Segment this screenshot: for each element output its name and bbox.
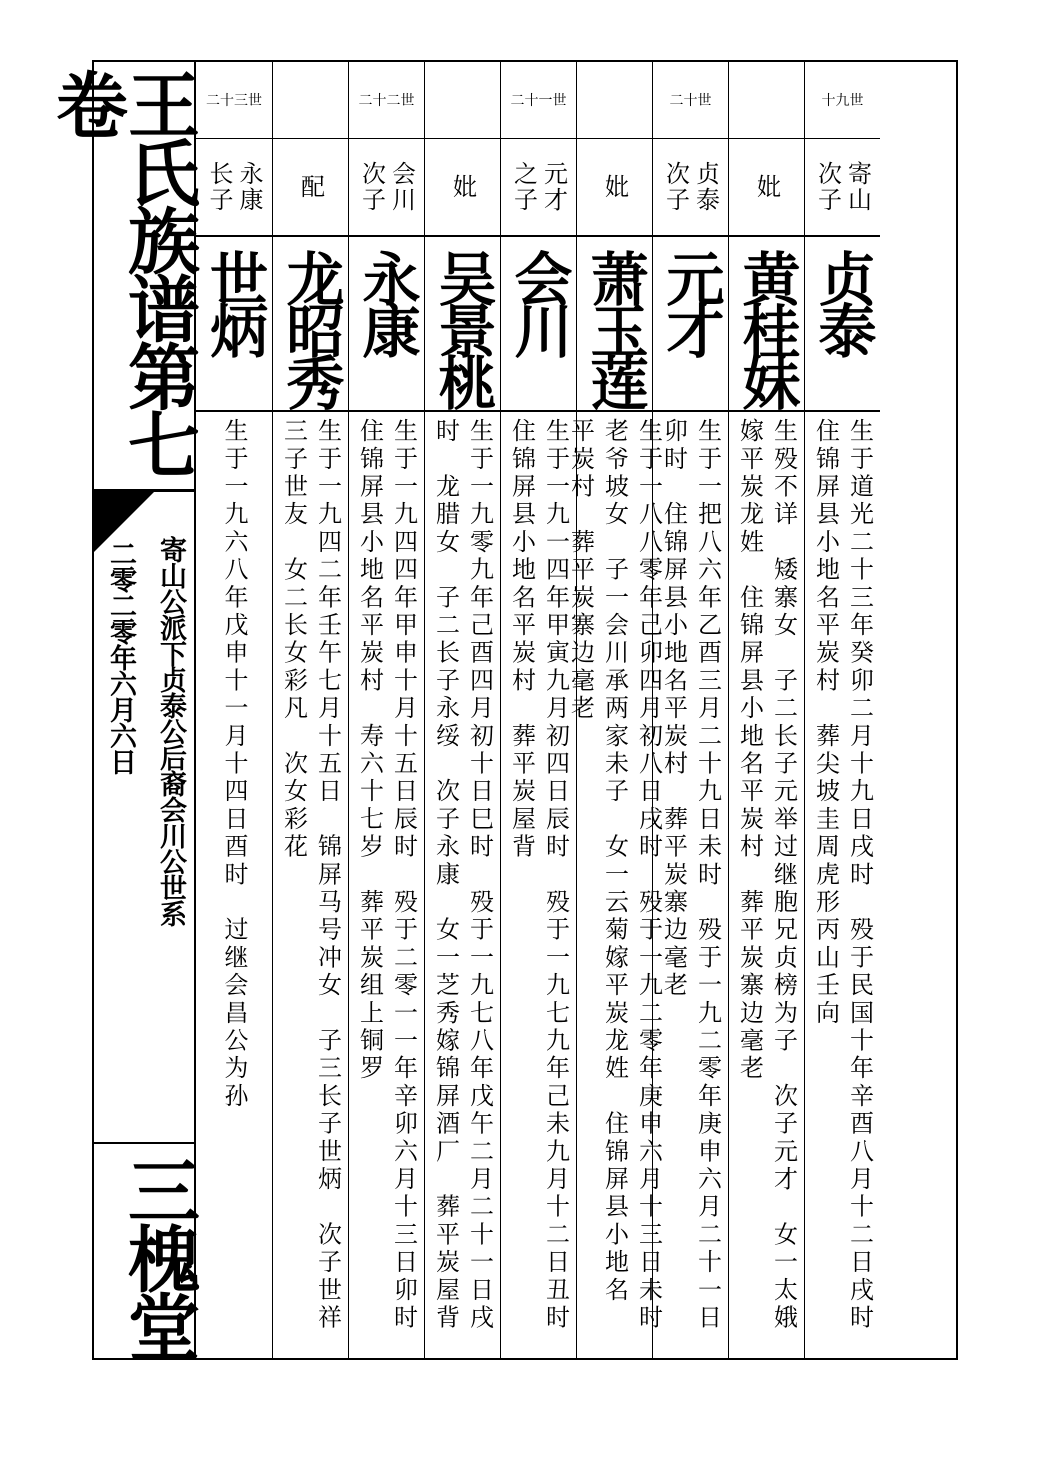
biography-line: 住锦屏县小地名平炭村 寿六十七岁 葬平炭组上铜罗	[355, 418, 384, 1083]
person-name-cell	[805, 237, 880, 412]
relation-line: 长子	[205, 161, 233, 213]
person-name: 黄桂妹	[732, 249, 801, 405]
generation-label: 十九世	[805, 62, 880, 139]
biography-line: 老爷坡女 子一会川承两家未子 女一云菊嫁平炭龙姓 住锦屏县小地名	[600, 418, 629, 1305]
relation-label	[653, 139, 728, 237]
person-name: 会川	[504, 249, 573, 353]
biography	[425, 412, 500, 1360]
person-name: 世炳	[200, 249, 268, 353]
person-column	[500, 62, 576, 1360]
lineage-subtitle: 寄山公派下贞泰公后裔会川公世系	[155, 536, 186, 926]
generation-label: 二十三世	[196, 62, 272, 139]
biography-line: 住锦屏县小地名平炭村 葬平炭屋背	[507, 418, 536, 862]
genealogy-page	[44, 60, 958, 1360]
relation-line: 贞泰	[691, 161, 720, 213]
biography	[566, 412, 663, 1360]
biography-line: 生于一八八零年己卯四月初八日戌时 殁于一九二零年庚申六月十三日未时	[634, 418, 663, 1333]
relation-label	[729, 139, 804, 237]
hall-divider	[94, 1142, 194, 1144]
relation-label	[349, 139, 424, 237]
biography-line: 生于一九四四年甲申十月十五日辰时 殁于二零一一年辛卯六月十三日卯时	[389, 418, 418, 1333]
person-name: 贞泰	[808, 249, 877, 353]
genealogy-grid	[196, 62, 956, 1360]
person-column	[196, 62, 272, 1360]
biography-line: 生于道光二十三年癸卯二月十九日戌时 殁于民国十年辛酉八月十二日戌时	[845, 418, 874, 1333]
relation-label	[577, 139, 652, 237]
biography-line: 生于一九四二年壬午七月十五日 锦屏马号冲女 子三长子世炳 次子世祥	[313, 418, 342, 1333]
book-title: 王氏族谱第七卷	[44, 68, 201, 476]
person-name: 吴景桃	[428, 249, 497, 405]
generation-label	[577, 62, 652, 139]
title-strip	[44, 62, 201, 1360]
person-column	[348, 62, 424, 1360]
relation-line: 会川	[387, 161, 416, 213]
person-name: 永康	[352, 249, 421, 353]
relation-line: 寄山	[843, 161, 872, 213]
biography-line: 时 龙腊女 子二长子永绥 次子永康 女一芝秀嫁锦屏酒厂 葬平炭屋背	[431, 418, 460, 1333]
person-column	[728, 62, 804, 1360]
relation-line: 次子	[813, 161, 842, 213]
biography	[501, 412, 576, 1360]
person-name: 龙昭秀	[276, 249, 345, 405]
relation-line: 妣	[752, 174, 781, 200]
relation-line: 妣	[448, 174, 477, 200]
person-name: 萧玉莲	[580, 249, 649, 405]
person-column	[566, 62, 663, 1360]
biography	[273, 412, 348, 1360]
compile-date: 二零二零年六月六日	[105, 540, 136, 774]
generation-label	[273, 62, 348, 139]
relation-line: 配	[296, 174, 325, 200]
person-name-cell	[729, 237, 804, 412]
person-column	[424, 62, 500, 1360]
relation-label	[425, 139, 500, 237]
biography	[349, 412, 424, 1360]
relation-label	[805, 139, 880, 237]
biography-line: 生于一九六八年戊申十一月十四日酉时 过继会昌公为孙	[220, 418, 248, 1111]
relation-label	[501, 139, 576, 237]
biography-line: 生于一把八六年乙酉三月二十九日未时 殁于一九二零年庚申六月二十一日	[693, 418, 722, 1333]
person-name-cell	[349, 237, 424, 412]
person-name: 元才	[656, 249, 725, 353]
relation-line: 妣	[600, 174, 629, 200]
relation-label	[196, 139, 272, 237]
biography-line: 生于一九零九年己酉四月初十日巳时 殁于一九七八年戊午二月二十一日戌	[465, 418, 494, 1333]
generation-label	[425, 62, 500, 139]
generation-label: 二十世	[653, 62, 728, 139]
biography-line: 生于一九一四年甲寅九月初四日辰时 殁于一九七九年己未九月十二日丑时	[541, 418, 570, 1333]
generation-label: 二十一世	[501, 62, 576, 139]
relation-line: 之子	[509, 161, 538, 213]
person-name-cell	[653, 237, 728, 412]
generation-label: 二十二世	[349, 62, 424, 139]
biography	[805, 412, 880, 1360]
person-column	[272, 62, 348, 1360]
biography-line: 卯时 住锦屏县小地名平炭村 葬平炭寨边毫老	[659, 418, 688, 1000]
relation-line: 次子	[661, 161, 690, 213]
biography-line: 平炭村 葬平炭寨边毫老	[566, 418, 595, 723]
person-name-cell	[577, 237, 652, 412]
person-column	[804, 62, 880, 1360]
relation-label	[273, 139, 348, 237]
biography-line: 住锦屏县小地名平炭村 葬尖坡圭周虎形丙山壬向	[811, 418, 840, 1028]
relation-line: 次子	[357, 161, 386, 213]
biography-line: 三子世友 女二长女彩凡 次女彩花	[279, 418, 308, 862]
biography-line: 生殁不详 矮寨女 子二长子元举过继胞兄贞榜为子 次子元才 女一太娥	[769, 418, 798, 1333]
person-name-cell	[273, 237, 348, 412]
relation-line: 元才	[539, 161, 568, 213]
generation-label	[729, 62, 804, 139]
hall-name: 三槐堂	[116, 1154, 201, 1358]
person-name-cell	[501, 237, 576, 412]
biography	[196, 412, 272, 1360]
biography-line: 嫁平炭龙姓 住锦屏县小地名平炭村 葬平炭寨边毫老	[735, 418, 764, 1083]
biography	[729, 412, 804, 1360]
relation-line: 永康	[235, 161, 263, 213]
person-name-cell	[425, 237, 500, 412]
person-name-cell	[196, 237, 272, 412]
